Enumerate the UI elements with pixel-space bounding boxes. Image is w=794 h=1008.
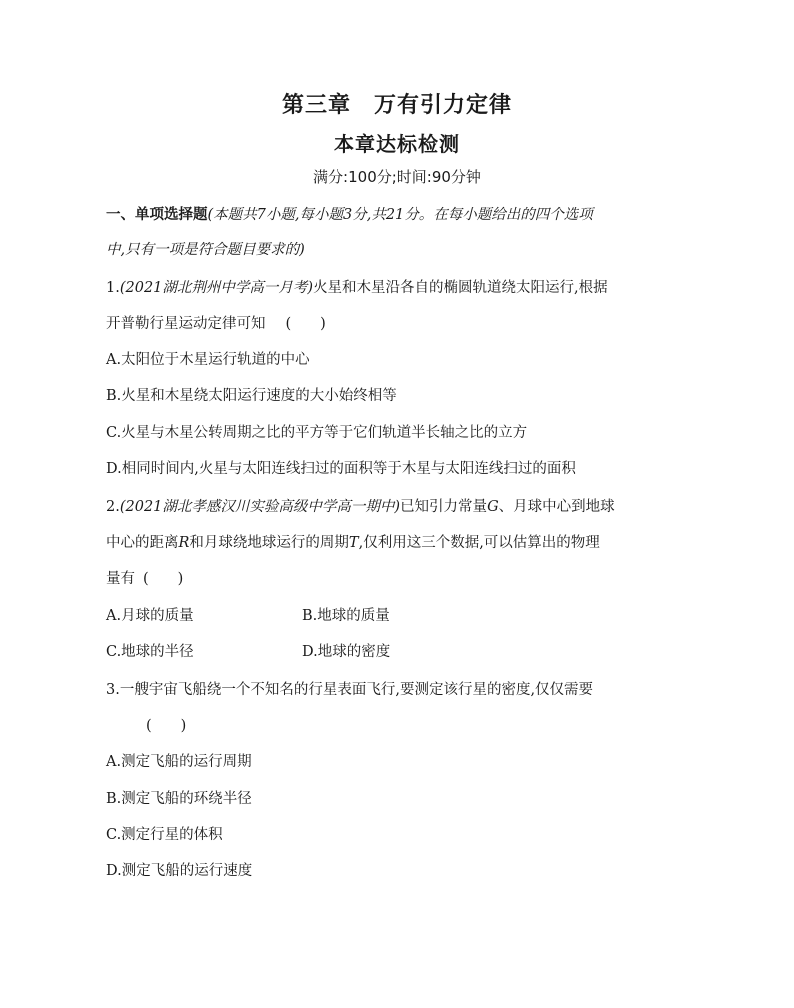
question-1-option-d: D.相同时间内,火星与太阳连线扫过的面积等于木星与太阳连线扫过的面积 (106, 461, 576, 477)
question-1-option-a: A.太阳位于木星运行轨道的中心 (106, 352, 310, 368)
question-3-option-d: D.测定飞船的运行速度 (106, 863, 253, 879)
question-1-text: 火星和木星沿各自的椭圆轨道绕太阳运行,根据 (313, 280, 608, 296)
question-1-line-2 (106, 314, 326, 334)
question-1-option-b: B.火星和木星绕太阳运行速度的大小始终相等 (106, 388, 397, 404)
question-2-option-b: B.地球的质量 (302, 608, 390, 624)
question-2-text-3: 量有 (106, 571, 135, 587)
question-1-text-2: 开普勒行星运动定律可知 (106, 316, 266, 332)
question-2-number: 2. (106, 499, 120, 515)
question-3-text: 一艘宇宙飞船绕一个不知名的行星表面飞行,要测定该行星的密度,仅仅需要 (119, 682, 594, 698)
score-info: 满分:100分;时间:90分钟 (313, 168, 481, 186)
answer-blank: ( ) (143, 571, 184, 587)
section-heading: 一、单项选择题 (106, 207, 208, 223)
section-description-2: 中,只有一项是符合题目要求的) (106, 242, 305, 258)
question-2-text-2b: 和月球绕地球运行的周期 (189, 535, 349, 551)
question-3-option-c: C.测定行星的体积 (106, 827, 223, 843)
variable-t: T (348, 535, 359, 551)
question-1-line-1 (106, 278, 608, 298)
question-2-text-2a: 中心的距离 (106, 535, 179, 551)
question-2-line-3 (106, 569, 183, 589)
question-3-number: 3. (106, 682, 120, 698)
question-2-text-2c: ,仅利用这三个数据,可以估算出的物理 (358, 535, 600, 551)
question-1-source: (2021湖北荆州中学高一月考) (119, 280, 314, 296)
chapter-title: 第三章 万有引力定律 (281, 93, 512, 118)
question-1-option-c: C.火星与木星公转周期之比的平方等于它们轨道半长轴之比的立方 (106, 425, 528, 441)
answer-blank: ( ) (146, 718, 187, 734)
section-description: (本题共7小题,每小题3分,共21分。在每小题给出的四个选项 (207, 207, 593, 223)
question-2-line-2 (106, 533, 600, 553)
answer-blank: ( ) (285, 316, 326, 332)
question-2-option-d: D.地球的密度 (302, 644, 391, 660)
question-3-option-a: A.测定飞船的运行周期 (106, 754, 252, 770)
variable-r: R (178, 535, 190, 551)
question-2-text-1b: 、月球中心到地球 (498, 499, 615, 515)
question-2-text-1a: 已知引力常量 (400, 499, 488, 515)
question-2-source: (2021湖北孝感汉川实验高级中学高一期中) (119, 499, 401, 515)
variable-g: G (487, 499, 499, 515)
question-3-line-1 (106, 680, 593, 700)
question-2-line-1 (106, 497, 615, 517)
question-2-option-a: A.月球的质量 (106, 608, 194, 624)
section-description-cont (106, 240, 305, 260)
page-subtitle: 本章达标检测 (334, 132, 460, 156)
question-1-number: 1. (106, 280, 120, 296)
question-3-option-b: B.测定飞船的环绕半径 (106, 791, 252, 807)
question-2-option-c: C.地球的半径 (106, 644, 194, 660)
section-heading-line (106, 205, 593, 225)
